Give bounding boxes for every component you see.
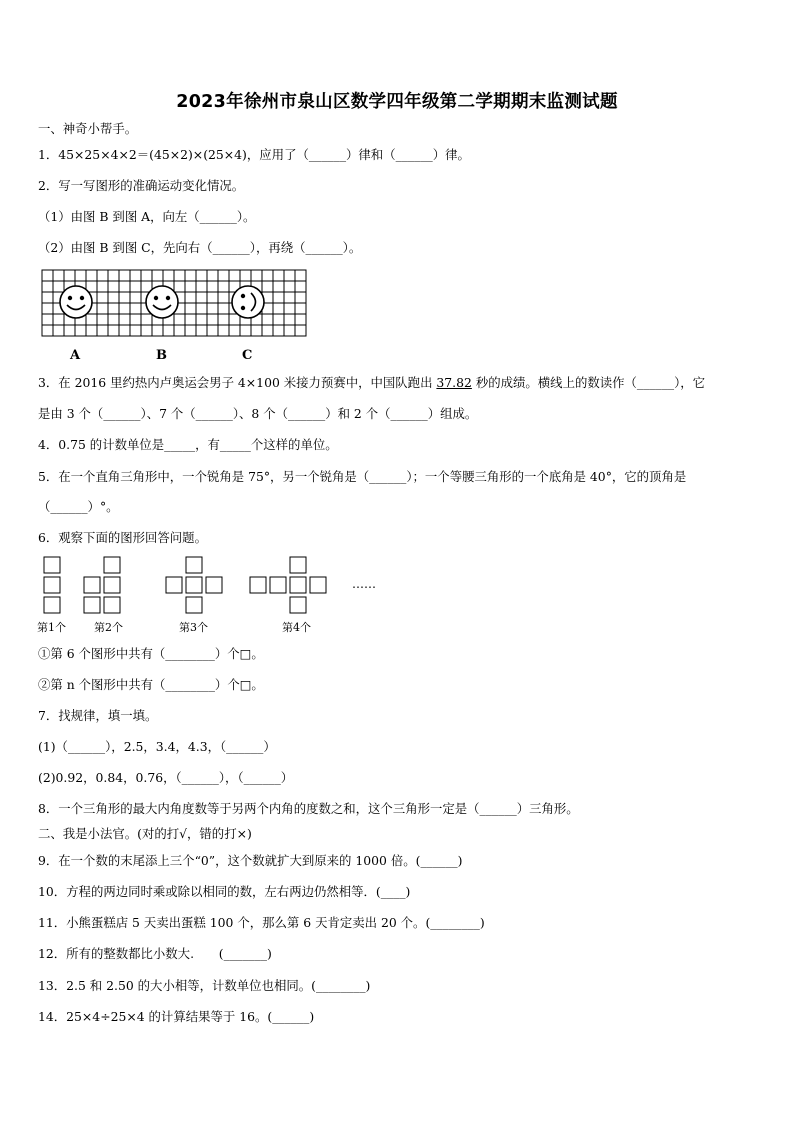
grid-figure	[38, 268, 318, 366]
question-11: 11．小熊蛋糕店 5 天卖出蛋糕 100 个，那么第 6 天肯定卖出 20 个。(________)	[38, 915, 485, 930]
question-7-part-1: (1)（______），2.5，3.4，4.3，（______）	[38, 739, 276, 754]
question-8: 8．一个三角形的最大内角度数等于另两个内角的度数之和，这个三角形一定是（______）三角形。	[38, 801, 579, 816]
question-6: 6．观察下面的图形回答问题。	[38, 530, 207, 545]
pattern-label-2: 第2个	[94, 621, 123, 634]
pattern-figure-3	[166, 557, 222, 613]
question-13: 13．2.5 和 2.50 的大小相等，计数单位也相同。(________)	[38, 978, 371, 993]
pattern-label-3: 第3个	[179, 621, 208, 634]
q3-text-before: 3．在 2016 里约热内卢奥运会男子 4×100 米接力预赛中，中国队跑出	[38, 375, 437, 390]
face-a-icon	[60, 286, 92, 318]
question-1: 1．45×25×4×2＝(45×2)×(25×4)，应用了（______）律和（______）律。	[38, 147, 470, 162]
grid-label-b: B	[156, 348, 167, 363]
question-14: 14．25×4÷25×4 的计算结果等于 16。(______)	[38, 1009, 315, 1024]
q3-underlined-number: 37.82	[436, 375, 472, 390]
pattern-figure-1	[44, 557, 60, 613]
question-2-part-1: （1）由图 B 到图 A，向左（______）。	[38, 209, 256, 224]
question-12: 12．所有的整数都比小数大. (_______)	[38, 946, 272, 961]
face-b-icon	[146, 286, 178, 318]
square-pattern-figure	[36, 554, 396, 636]
face-c-icon	[232, 286, 264, 318]
section-one-heading: 一、神奇小帮手。	[38, 121, 138, 136]
pattern-figure-2	[84, 557, 120, 613]
question-4: 4．0.75 的计数单位是_____，有_____个这样的单位。	[38, 437, 338, 452]
question-9: 9．在一个数的末尾添上三个“0”，这个数就扩大到原来的 1000 倍。(______)	[38, 853, 463, 868]
page-title: 2023年徐州市泉山区数学四年级第二学期期末监测试题	[176, 92, 618, 112]
pattern-figure-4	[250, 557, 326, 613]
grid-label-c: C	[242, 348, 253, 363]
question-2: 2．写一写图形的准确运动变化情况。	[38, 178, 245, 193]
question-5-line-2: （______）°。	[38, 499, 119, 514]
question-7: 7．找规律，填一填。	[38, 708, 158, 723]
pattern-label-1: 第1个	[37, 621, 66, 634]
question-3-line-2: 是由 3 个（______）、7 个（______）、8 个（______）和 2 个（______）组成。	[38, 406, 478, 421]
question-10: 10．方程的两边同时乘或除以相同的数，左右两边仍然相等．(____)	[38, 884, 411, 899]
pattern-label-4: 第4个	[282, 621, 311, 634]
question-6-part-1: ①第 6 个图形中共有（________）个□。	[38, 646, 264, 661]
question-5-line-1: 5．在一个直角三角形中，一个锐角是 75°，另一个锐角是（______）；一个等腰三角形的一个底角是 40°，它的顶角是	[38, 469, 687, 484]
question-3-line-1	[38, 375, 760, 391]
pattern-ellipsis: ……	[352, 577, 376, 591]
q3-text-after: 秒的成绩。横线上的数读作（______），它	[471, 375, 706, 390]
question-2-part-2: （2）由图 B 到图 C，先向右（______），再绕（______）。	[38, 240, 362, 255]
question-6-part-2: ②第 n 个图形中共有（________）个□。	[38, 677, 264, 692]
grid-label-a: A	[70, 348, 81, 363]
question-7-part-2: (2)0.92，0.84，0.76，（______），（______）	[38, 770, 294, 785]
section-two-heading: 二、我是小法官。(对的打√，错的打×)	[38, 826, 252, 841]
